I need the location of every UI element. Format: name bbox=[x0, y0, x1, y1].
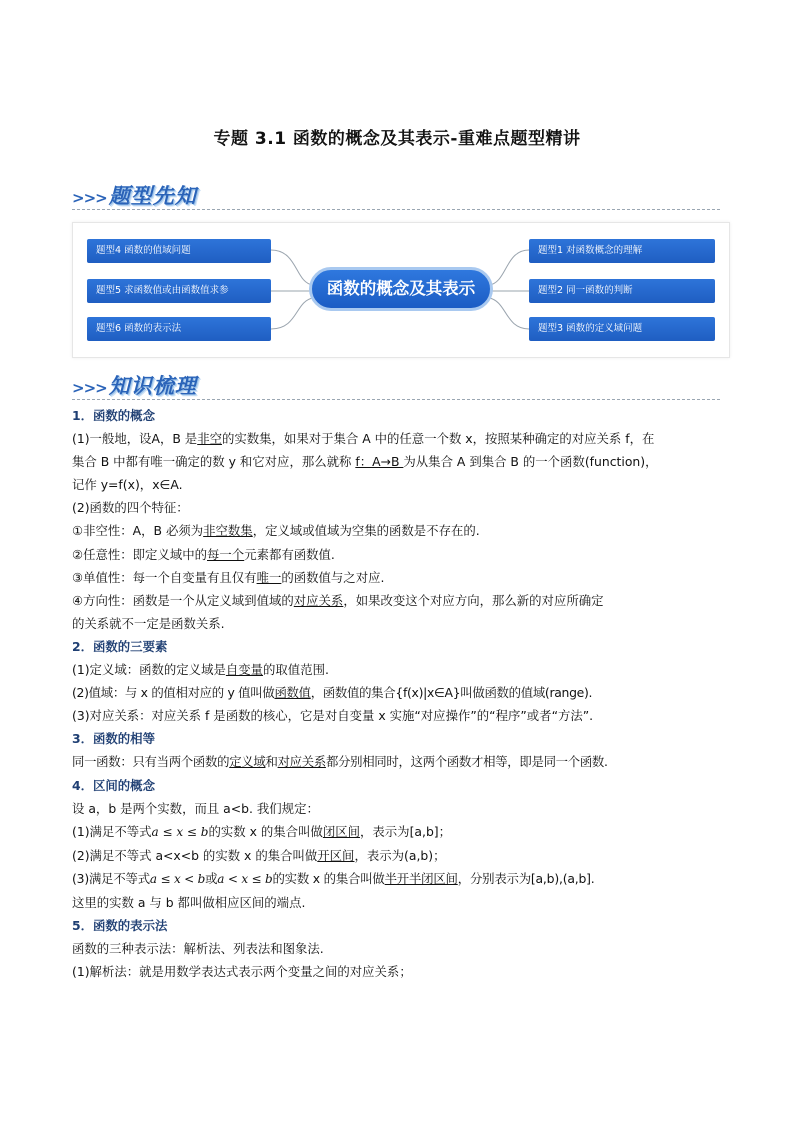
paragraph bbox=[72, 844, 728, 867]
paragraph bbox=[72, 820, 728, 844]
math-inequality: a ≤ x ≤ b bbox=[151, 824, 209, 839]
underlined-term: 唯一 bbox=[256, 569, 282, 585]
text: 的实数 x 的集合叫做 bbox=[208, 823, 323, 839]
section-banner-knowledge bbox=[72, 370, 197, 398]
text: ③单值性：每一个自变量有且仅有 bbox=[72, 569, 257, 585]
text: 的取值范围. bbox=[263, 662, 329, 678]
paragraph bbox=[72, 427, 728, 450]
paragraph: (1)解析法：就是用数学表达式表示两个变量之间的对应关系； bbox=[72, 964, 412, 980]
mind-map bbox=[72, 222, 730, 358]
text: 为从集合 A 到集合 B 的一个函数(function)， bbox=[403, 454, 658, 470]
text: ①非空性：A，B 必须为 bbox=[72, 523, 204, 539]
mindmap-node-right-1: 题型1 对函数概念的理解 bbox=[529, 239, 715, 263]
underlined-term: f：A→B bbox=[355, 454, 404, 470]
section-heading: 4．区间的概念 bbox=[72, 777, 155, 793]
mindmap-center-node: 函数的概念及其表示 bbox=[309, 267, 493, 311]
paragraph: (3)对应关系：对应关系 f 是函数的核心，它是对自变量 x 实施“对应操作”的“程序”或者“方法”. bbox=[72, 708, 594, 724]
paragraph bbox=[72, 867, 728, 891]
mindmap-node-left-1: 题型4 函数的值域问题 bbox=[87, 239, 271, 263]
page-title: 专题 3.1 函数的概念及其表示-重难点题型精讲 bbox=[213, 129, 581, 149]
paragraph bbox=[72, 750, 728, 773]
text: ④方向性：函数是一个从定义域到值域的 bbox=[72, 592, 294, 608]
mindmap-node-left-3: 题型6 函数的表示法 bbox=[87, 317, 271, 341]
text: 或 bbox=[205, 870, 218, 886]
text: 都分别相同时，这两个函数才相等，即是同一个函数. bbox=[325, 754, 608, 770]
section-heading: 2．函数的三要素 bbox=[72, 638, 168, 654]
underlined-term: 对应关系 bbox=[277, 754, 326, 770]
underlined-term: 闭区间 bbox=[322, 823, 361, 839]
underlined-term: 对应关系 bbox=[293, 592, 344, 608]
triple-arrow-icon: >>> bbox=[72, 189, 107, 207]
connector bbox=[489, 298, 529, 329]
paragraph: 这里的实数 a 与 b 都叫做相应区间的端点. bbox=[72, 894, 306, 910]
paragraph bbox=[72, 589, 728, 612]
paragraph bbox=[72, 566, 728, 589]
paragraph bbox=[72, 450, 728, 473]
text: (1)一般地，设A，B 是 bbox=[72, 431, 198, 447]
section-heading: 1．函数的概念 bbox=[72, 408, 155, 423]
paragraph: 设 a，b 是两个实数，而且 a<b. 我们规定： bbox=[72, 800, 319, 816]
text: ，定义域或值域为空集的函数是不存在的. bbox=[252, 523, 480, 539]
connector bbox=[271, 298, 313, 329]
underlined-term: 半开半闭区间 bbox=[384, 870, 458, 886]
text: (3)满足不等式 bbox=[72, 870, 150, 886]
text: 的实数集，如果对于集合 A 中的任意一个数 x，按照某种确定的对应关系 f，在 bbox=[221, 431, 655, 447]
text: 和 bbox=[265, 754, 278, 770]
section-heading: 5．函数的表示法 bbox=[72, 918, 168, 934]
underlined-term: 每一个 bbox=[207, 546, 245, 562]
mindmap-node-right-3: 题型3 函数的定义域问题 bbox=[529, 317, 715, 341]
math-inequality: a ≤ x < b bbox=[149, 871, 206, 886]
paragraph bbox=[72, 658, 728, 681]
text: ，如果改变这个对应方向，那么新的对应所确定 bbox=[343, 592, 604, 608]
knowledge-content bbox=[72, 404, 728, 983]
connector bbox=[489, 250, 529, 285]
section-heading: 3．函数的相等 bbox=[72, 731, 155, 747]
paragraph bbox=[72, 681, 728, 704]
paragraph: 记作 y=f(x)，x∈A. bbox=[72, 477, 183, 493]
underlined-term: 自变量 bbox=[225, 662, 264, 678]
text: ，表示为(a,b)； bbox=[354, 847, 446, 863]
text: ，分别表示为[a,b),(a,b]. bbox=[457, 870, 595, 886]
paragraph: 函数的三种表示法：解析法、列表法和图象法. bbox=[72, 941, 324, 957]
paragraph bbox=[72, 543, 728, 566]
section-banner-question-types bbox=[72, 180, 197, 208]
triple-arrow-icon: >>> bbox=[72, 379, 107, 397]
dashed-divider bbox=[72, 399, 720, 400]
text: 元素都有函数值. bbox=[244, 546, 335, 562]
underlined-term: 开区间 bbox=[317, 847, 355, 863]
paragraph bbox=[72, 519, 728, 542]
text: ②任意性：即定义域中的 bbox=[72, 546, 208, 562]
math-inequality: a < x ≤ b bbox=[217, 871, 273, 886]
underlined-term: 函数值 bbox=[274, 685, 311, 701]
paragraph: (2)函数的四个特征： bbox=[72, 500, 189, 516]
dashed-divider bbox=[72, 209, 720, 210]
text: 集合 B 中都有唯一确定的数 y 和它对应，那么就称 bbox=[72, 454, 356, 470]
connector bbox=[271, 250, 313, 285]
underlined-term: 定义域 bbox=[229, 754, 266, 770]
mindmap-node-left-2: 题型5 求函数值或由函数值求参 bbox=[87, 279, 271, 303]
underlined-term: 非空 bbox=[197, 431, 222, 447]
banner-label: 知识梳理 bbox=[108, 373, 197, 398]
paragraph: 的关系就不一定是函数关系. bbox=[72, 615, 225, 631]
underlined-term: 非空数集 bbox=[203, 523, 253, 539]
text: (1)满足不等式 bbox=[72, 823, 152, 839]
text: 同一函数：只有当两个函数的 bbox=[72, 754, 230, 770]
text: 的实数 x 的集合叫做 bbox=[272, 870, 385, 886]
banner-label: 题型先知 bbox=[108, 183, 197, 208]
mindmap-node-right-2: 题型2 同一函数的判断 bbox=[529, 279, 715, 303]
text: 的函数值与之对应. bbox=[281, 569, 385, 585]
text: ，函数值的集合{f(x)|x∈A}叫做函数的值域(range). bbox=[310, 685, 593, 701]
text: (1)定义域：函数的定义域是 bbox=[72, 662, 226, 678]
text: (2)满足不等式 a<x<b 的实数 x 的集合叫做 bbox=[72, 847, 318, 863]
text: (2)值域：与 x 的值相对应的 y 值叫做 bbox=[72, 685, 275, 701]
text: ，表示为[a,b]； bbox=[360, 823, 452, 839]
